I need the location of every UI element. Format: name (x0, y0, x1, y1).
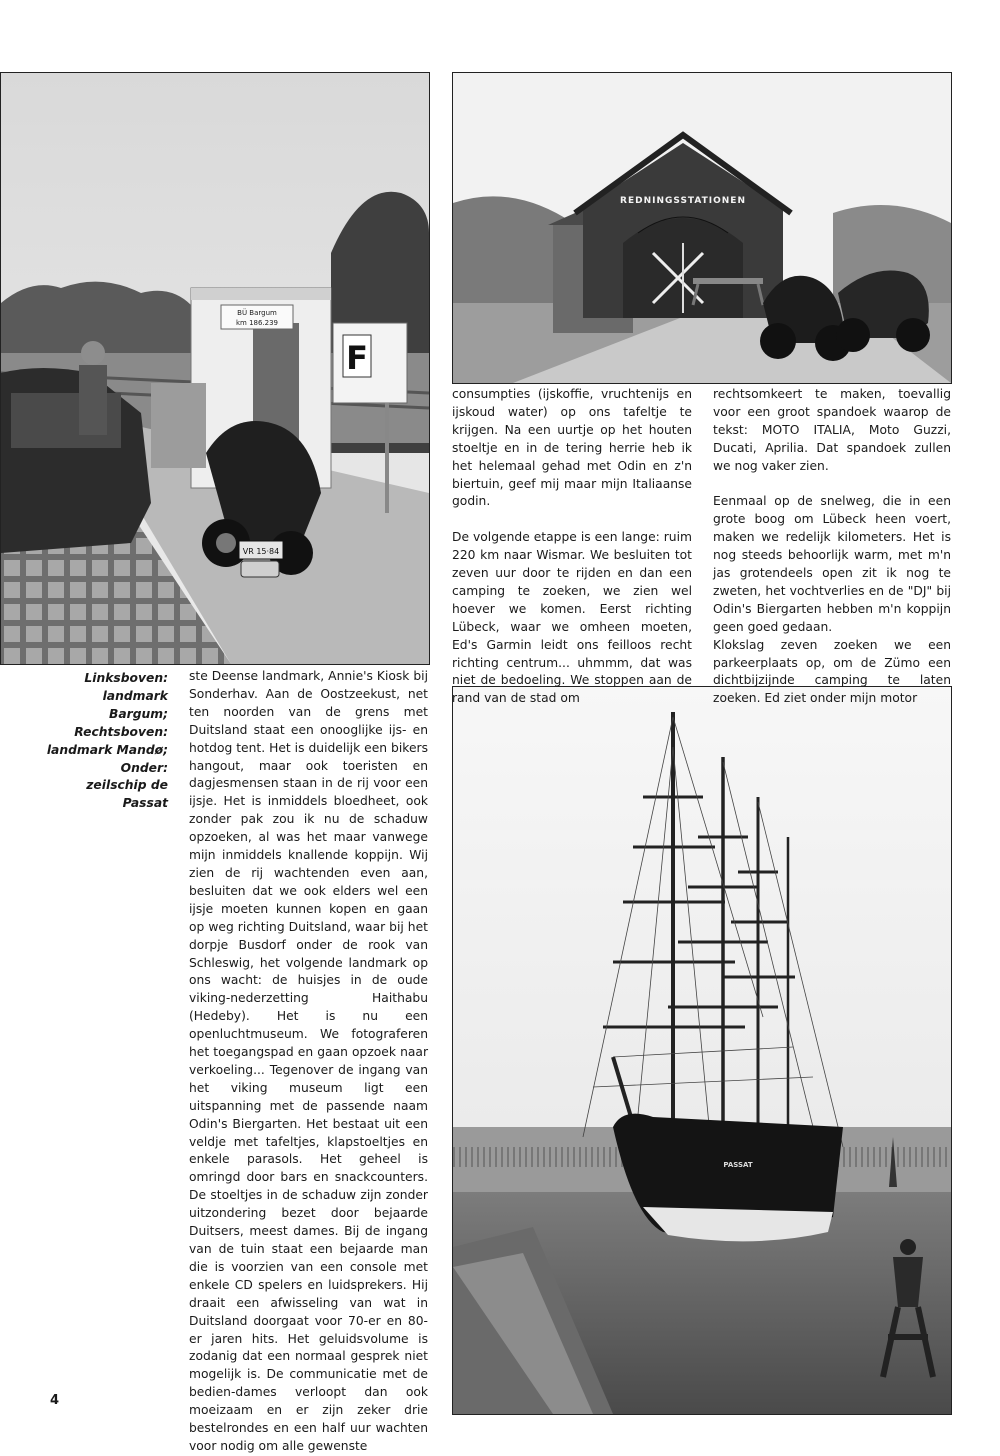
passat-illustration (453, 687, 951, 1414)
article-column-right-1 (452, 386, 692, 708)
article-paragraph: De volgende etappe is een lange: ruim 220 km naar Wismar. We besluiten tot zeven uur door te rijden en dan een camping te zoeken, we zien wel hoever we komen. Eerst richting Lübeck, waar we omheen moeten, Ed's Garmin leidt ons feilloos recht richting centrum... uhmmm, dat was niet de bedoeling. We stoppen aan de rand van de stad om (452, 530, 692, 706)
license-plate: VR 15·84 (242, 547, 280, 556)
article-column-middle (189, 668, 428, 1456)
sign-line-2: km 186.239 (235, 319, 279, 327)
article-paragraph: Klokslag zeven zoeken we een parkeerplaats op, om de Zümo een dichtbijzijnde camping te laten zoeken. Ed ziet onder mijn motor (713, 637, 951, 706)
photo-caption (40, 670, 168, 813)
caption-line: zeilschip de Passat (86, 778, 168, 811)
letter-sign: F (346, 339, 368, 377)
photo-landmark-bargum (0, 72, 430, 665)
photo-zeilschip-passat (452, 686, 952, 1415)
photo-landmark-mando (452, 72, 952, 384)
article-column-right-2 (713, 386, 951, 708)
page-number: 4 (50, 1393, 60, 1408)
article-paragraph: ste Deense landmark, Annie's Kiosk bij Sonderhav. Aan de Oostzeekust, net ten noorden van de grens met Duitsland staat een onooglijke ijs- en hotdog tent. Het is duidelijk een bikers hangout, maar ook toeristen en dagjesmensen staan in de rij voor een ijsje. Het is inmiddels bloedheet, ook zonder pak zou ik nu de schaduw opzoeken, al was het maar vanwege mijn inmiddels knallende koppijn. Wij zien de rij wachtenden even aan, besluiten dat we ook elders wel een ijsje moeten kunnen kopen en gaan op weg richting Duitsland, waar bij het dorpje Busdorf onder de rook van Schleswig, het volgende landmark op ons wacht: de huisjes in de oude viking-nederzetting Haithabu (Hedeby). Het is nu een openluchtmuseum. We fotograferen het toegangspad en gaan opzoek naar verkoeling... Tegenover de ingang van het viking museum ligt een uitspanning met de passende naam Odin's Biergarten. Het bestaat uit een veldje met tafeltjes, klapstoeltjes en enkele parasols. Het geheel is omringd door bars en snackcounters. De stoeltjes in de schaduw zijn zonder uitzondering bezet door bejaarde Duitsers, meest dames. Bij de ingang van de tuin staat een bejaarde man die is voorzien van een console met enkele CD spelers en luidsprekers. Hij draait een afwisseling van wat in Duitsland doorgaat voor 70-er en 80-er jaren hits. Het geluidsvolume is zodanig dat een normaal gesprek niet mogelijk is. De communicatie met de bedien-dames verloopt dan ook moeizaam en er zijn zeker drie bestelrondes en een half uur wachten voor nodig om alle gewenste (189, 669, 428, 1453)
caption-line: landmark Bargum; (102, 688, 168, 721)
caption-line: Onder: (120, 760, 168, 775)
article-paragraph: consumpties (ijskoffie, vruchtenijs en ijskoud water) op ons tafeltje te krijgen. Na een uurtje op het houten stoeltje en in de tering herrie heb ik het helemaal gehad met Odin en z'n biertuin, geef mij maar mijn Italiaanse godin. (452, 387, 692, 509)
article-paragraph: Eenmaal op de snelweg, die in een grote boog om Lübeck heen voert, maken we redelijk kilometers. Het is nog steeds behoorlijk warm, met m'n jas grotendeels open zit ik nog te zweten, het vochtverlies en de "DJ" bij Odin's Biergarten hebben m'n koppijn geen goed gedaan. (713, 494, 951, 634)
mando-illustration (453, 73, 951, 383)
caption-line: Linksboven: (84, 671, 168, 685)
building-sign: REDNINGSSTATIONEN (620, 196, 746, 206)
bargum-illustration (1, 73, 429, 664)
hull-name: PASSAT (723, 1161, 753, 1169)
caption-line: Rechtsboven: (74, 724, 168, 739)
article-paragraph: rechtsomkeert te maken, toevallig voor een groot spandoek waarop de tekst: MOTO ITALIA, Moto Guzzi, Ducati, Aprilia. Dat spandoek zullen we nog vaker zien. (713, 387, 951, 473)
caption-line: landmark Mandø; (46, 742, 168, 757)
sign-line-1: BÜ Bargum (237, 309, 277, 317)
